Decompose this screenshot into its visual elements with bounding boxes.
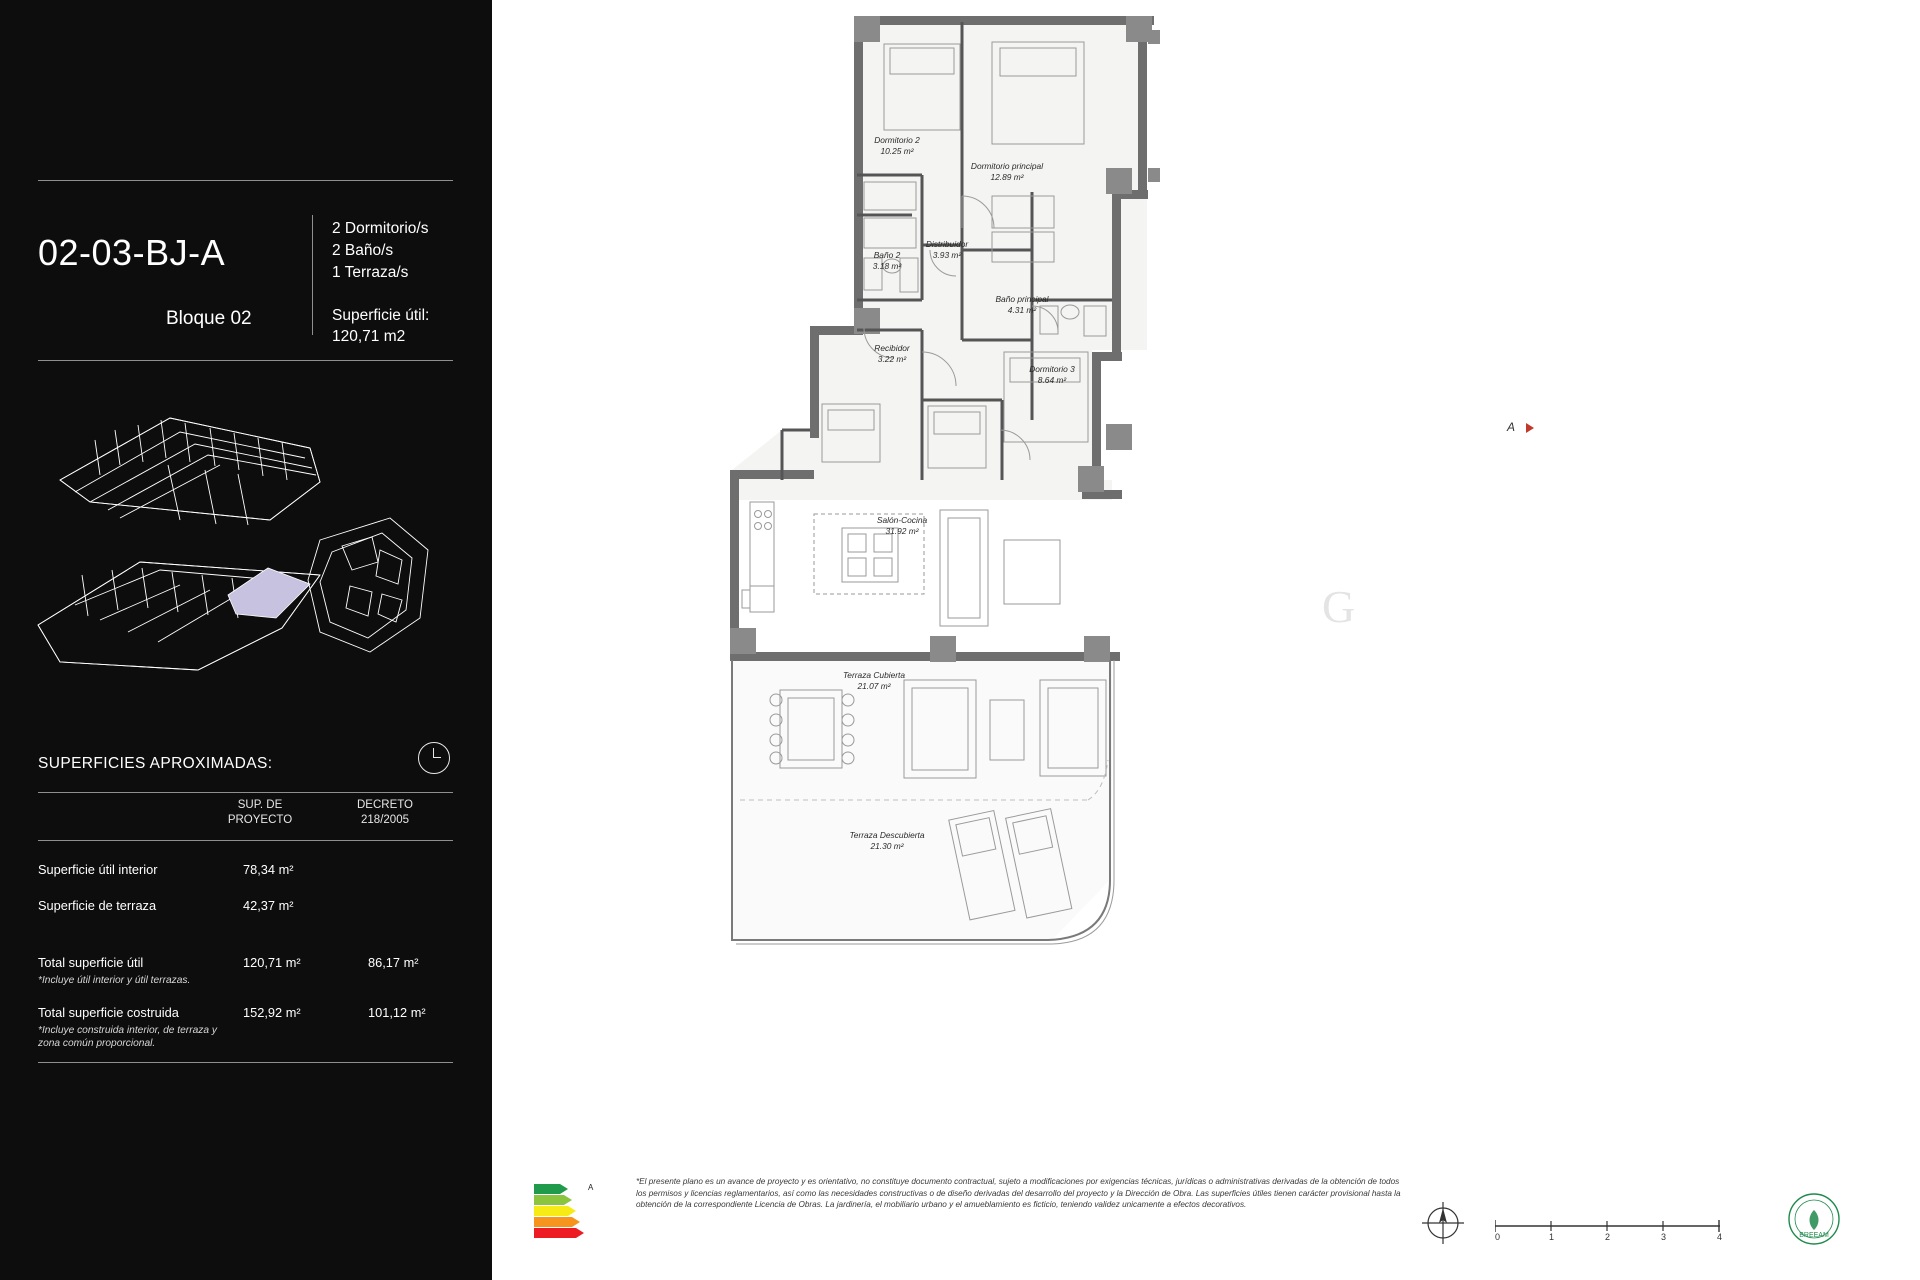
- legal-disclaimer: *El presente plano es un avance de proyecto y es orientativo, no constituye documento contractual, sujeto a modificaciones por exigencias técnicas, jurídicas o administrativas derivadas de la obtención de todos los permisos y licencias reglamentarios, así como las necesidades constructivas o de diseño derivadas del desarrollo del proyecto y la Dirección de Obra. Las superficies útiles tienen carácter provisional hasta la obtención de la correspondiente Licencia de Obras. La jardinería, el mobiliario urbano y el amueblamiento es ficticio, teniendo validez unicamente a efectos decorativos.: [636, 1177, 1401, 1209]
- divider-top: [38, 180, 453, 181]
- column-header-project-line1: SUP. DE: [237, 799, 283, 811]
- room-label-terraza-cubierta: [814, 670, 934, 691]
- room-name: Recibidor: [874, 343, 910, 353]
- scale-tick: 3: [1661, 1232, 1667, 1242]
- vertical-divider: [312, 215, 313, 335]
- room-label-dormitorio-3: [1002, 364, 1102, 385]
- room-label-dormitorio-principal: [947, 161, 1067, 182]
- scale-tick: 0: [1495, 1232, 1501, 1242]
- row-label: Total superficie costruida: [38, 1005, 179, 1020]
- usable-area-summary: [332, 305, 429, 347]
- room-label-recibidor: [844, 343, 940, 364]
- row-label: Superficie de terraza: [38, 898, 157, 913]
- svg-text:A: A: [588, 1183, 594, 1192]
- room-name: Distribuidor: [925, 239, 969, 249]
- room-label-salon-cocina: [852, 515, 952, 536]
- room-area: 3.18 m²: [872, 260, 902, 271]
- room-summary: [332, 218, 428, 284]
- row-note: *Incluye construida interior, de terraza y zona común proporcional.: [38, 1025, 217, 1049]
- scale-tick: 2: [1605, 1232, 1611, 1242]
- site-massing-illustration: [20, 370, 475, 690]
- orientation-clock-icon: [418, 742, 450, 774]
- room-name: Dormitorio principal: [970, 161, 1044, 171]
- watermark: G: [1322, 581, 1358, 632]
- row-note: *Incluye útil interior y útil terrazas.: [38, 975, 191, 986]
- room-name: Terraza Descubierta: [849, 830, 925, 840]
- row-label: Superficie útil interior: [38, 862, 158, 877]
- usable-area-label: Superficie útil:: [332, 307, 430, 324]
- breeam-certification-icon: [1780, 1190, 1848, 1248]
- room-label-terraza-descubierta: [822, 830, 952, 851]
- room-summary-terraces: 1 Terraza/s: [332, 264, 409, 281]
- room-name: Terraza Cubierta: [842, 670, 906, 680]
- column-header-decreto-line1: DECRETO: [356, 799, 414, 811]
- row-value-decreto: 101,12 m²: [368, 1005, 426, 1020]
- divider-mid: [38, 360, 453, 361]
- floor-plan-area: [492, 0, 1920, 1280]
- row-value-project: 152,92 m²: [243, 1005, 301, 1020]
- row-value-project: 78,34 m²: [243, 862, 294, 877]
- divider-bottom: [38, 1062, 453, 1063]
- row-value-decreto: 86,17 m²: [368, 955, 419, 970]
- room-area: 10.25 m²: [880, 145, 914, 156]
- column-header-project-line2: PROYECTO: [227, 814, 293, 826]
- room-label-bano-principal: [967, 294, 1077, 315]
- room-area: 12.89 m²: [990, 171, 1024, 182]
- room-name: Baño principal: [995, 294, 1049, 304]
- room-area: 3.93 m²: [932, 249, 962, 260]
- row-value-project: 42,37 m²: [243, 898, 294, 913]
- row-label: Total superficie útil: [38, 955, 144, 970]
- info-sidebar: [0, 0, 492, 1280]
- row-value-project: 120,71 m²: [243, 955, 301, 970]
- column-header-decreto-line2: 218/2005: [361, 814, 409, 826]
- block-label: Bloque 02: [166, 308, 252, 329]
- scale-tick: 1: [1549, 1232, 1555, 1242]
- room-area: 21.30 m²: [870, 840, 904, 851]
- room-area: 3.22 m²: [877, 353, 907, 364]
- entry-label: A: [1507, 420, 1516, 434]
- room-label-dormitorio-2: [847, 135, 947, 156]
- room-name: Baño 2: [873, 250, 901, 260]
- room-name: Salón-Cocina: [876, 515, 928, 525]
- usable-area-value: 120,71 m2: [332, 328, 406, 345]
- compass-icon: [1420, 1200, 1466, 1246]
- divider-surfaces-top: [38, 792, 453, 793]
- room-summary-bedrooms: 2 Dormitorio/s: [332, 220, 429, 237]
- column-header-decreto: [330, 798, 440, 828]
- entry-arrow-icon: [1526, 423, 1534, 433]
- room-area: 21.07 m²: [857, 680, 891, 691]
- floor-plan-drawing: [492, 0, 1920, 1180]
- unit-code: 02-03-BJ-A: [38, 232, 226, 273]
- divider-surfaces-header: [38, 840, 453, 841]
- scale-tick: 4: [1717, 1232, 1723, 1242]
- room-label-bano-2: [842, 250, 932, 271]
- column-header-project: [205, 798, 315, 828]
- surfaces-title: SUPERFICIES APROXIMADAS:: [38, 755, 273, 772]
- room-name: Dormitorio 3: [1029, 364, 1075, 374]
- svg-text:BREEAM: BREEAM: [1799, 1232, 1829, 1239]
- room-area: 4.31 m²: [1007, 304, 1037, 315]
- room-area: 31.92 m²: [885, 525, 919, 536]
- room-area: 8.64 m²: [1037, 374, 1067, 385]
- room-name: Dormitorio 2: [874, 135, 920, 145]
- energy-rating-icon: [530, 1178, 602, 1238]
- room-summary-bathrooms: 2 Baño/s: [332, 242, 394, 259]
